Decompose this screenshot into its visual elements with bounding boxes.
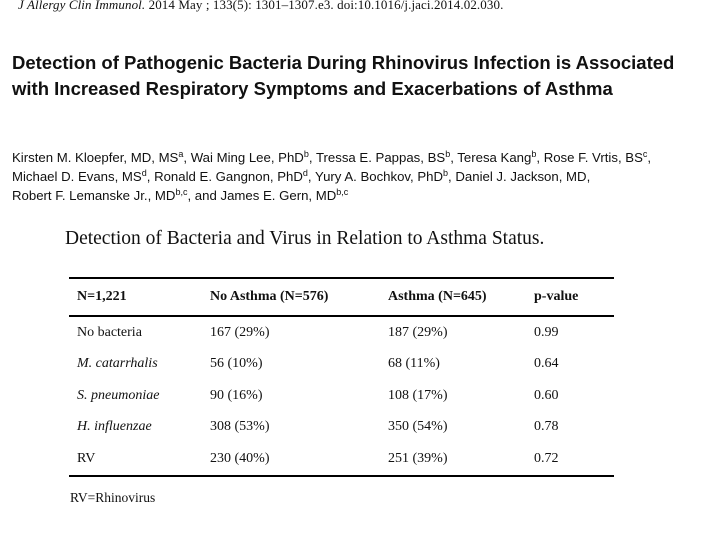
citation-details: 2014 May ; 133(5): 1301–1307.e3. doi:10.1016/j.jaci.2014.02.030. — [148, 0, 504, 12]
journal-name: J Allergy Clin Immunol. — [18, 0, 146, 12]
row-label: M. catarrhalis — [77, 356, 158, 372]
author-name — [315, 169, 448, 184]
table-title: Detection of Bacteria and Virus in Relation to Asthma Status. — [65, 228, 545, 249]
author-name — [544, 150, 648, 165]
affiliation-marker: d — [302, 168, 308, 178]
author-name — [12, 169, 147, 184]
author-name-text: Robert F. Lemanske Jr., MD — [12, 188, 176, 203]
cell-no-asthma: 230 (40%) — [202, 443, 380, 476]
table-row — [69, 316, 614, 349]
author-name-text: Teresa Kang — [457, 150, 532, 165]
row-label: H. influenzae — [77, 419, 152, 435]
cell-no-asthma: 90 (16%) — [210, 387, 263, 403]
author-list: Kirsten M. Kloepfer, MD, $MS^a$, Wai Ming Lee, PhD$^b$, Tressa E. Pappas, $BS^b$, Teresa Kang$^b$, Rose F. Vrtis, $BS^c$, Michael D. Evans, $MS^d$, Ronald E. Gangnon, PhD$^d$, Yury A. Bochkov, PhD$^b$, Daniel J. Jackson, MD, Robert F. Lemanske Jr., MD$^{b,c}$, and James E. Gern, MD$^{b,c}$ — [12, 149, 652, 203]
cell-no-asthma: 56 (10%) — [210, 356, 263, 372]
author-name-text: Tressa E. Pappas, BS — [315, 150, 446, 165]
author-name-text: Michael D. Evans, MS — [12, 169, 142, 184]
author-name-text: James E. Gern, MD — [220, 188, 337, 203]
cell-no-asthma: 308 (53%) — [210, 419, 270, 435]
cell-asthma: 251 (39%) — [380, 443, 526, 476]
affiliation-marker: b — [303, 149, 309, 159]
cell-no-asthma: 167 (29%) — [210, 324, 270, 340]
affiliation-marker: b,c — [175, 187, 188, 197]
author-name-text: Yury A. Bochkov, PhD — [315, 169, 444, 184]
row-label: No bacteria — [77, 324, 142, 340]
author-name — [220, 188, 348, 203]
row-label: RV — [69, 443, 202, 476]
author-name-text: Rose F. Vrtis, BS — [543, 150, 643, 165]
table-footnote: RV=Rhinovirus — [70, 490, 156, 505]
table-row — [69, 443, 614, 476]
affiliation-marker: b — [443, 168, 449, 178]
table-header-row — [69, 278, 614, 316]
author-name — [457, 150, 536, 165]
header-p-value: p-value — [526, 278, 614, 316]
table-row — [69, 380, 614, 412]
table-row — [69, 412, 614, 444]
author-name-text: Kirsten M. Kloepfer, MD, MS — [12, 150, 179, 165]
cell-p-value: 0.64 — [534, 356, 559, 372]
affiliation-marker: c — [642, 149, 648, 159]
cell-p-value: 0.78 — [534, 419, 559, 435]
author-name — [154, 169, 308, 184]
author-name — [12, 188, 187, 203]
table-row — [69, 349, 614, 381]
author-name-text: Daniel J. Jackson, MD — [455, 169, 587, 184]
author-name — [191, 150, 309, 165]
affiliation-marker: d — [141, 168, 147, 178]
cell-asthma: 187 (29%) — [388, 324, 448, 340]
cell-p-value: 0.60 — [534, 387, 559, 403]
author-name — [12, 150, 183, 165]
author-name-text: Ronald E. Gangnon, PhD — [154, 169, 303, 184]
cell-asthma: 108 (17%) — [388, 387, 448, 403]
author-name-text: Wai Ming Lee, PhD — [190, 150, 304, 165]
author-name — [316, 150, 450, 165]
header-cohort: N=1,221 — [69, 278, 202, 316]
affiliation-marker: b,c — [336, 187, 349, 197]
cell-p-value: 0.99 — [534, 324, 559, 340]
cell-p-value: 0.72 — [526, 443, 614, 476]
row-label: S. pneumoniae — [77, 387, 160, 403]
header-no-asthma: No Asthma (N=576) — [202, 278, 380, 316]
cell-asthma: 350 (54%) — [388, 419, 448, 435]
affiliation-marker: b — [445, 149, 451, 159]
cell-asthma: 68 (11%) — [388, 356, 440, 372]
results-table — [69, 277, 614, 477]
affiliation-marker: a — [178, 149, 184, 159]
paper-title: Detection of Pathogenic Bacteria During Rhinovirus Infection is Associated with Increased Respiratory Symptoms and Exacerbations of Asthma — [12, 52, 675, 99]
author-conjunction: and — [194, 188, 217, 203]
citation-line — [18, 0, 503, 13]
affiliation-marker: b — [531, 149, 537, 159]
header-asthma: Asthma (N=645) — [380, 278, 526, 316]
author-name — [455, 169, 586, 184]
